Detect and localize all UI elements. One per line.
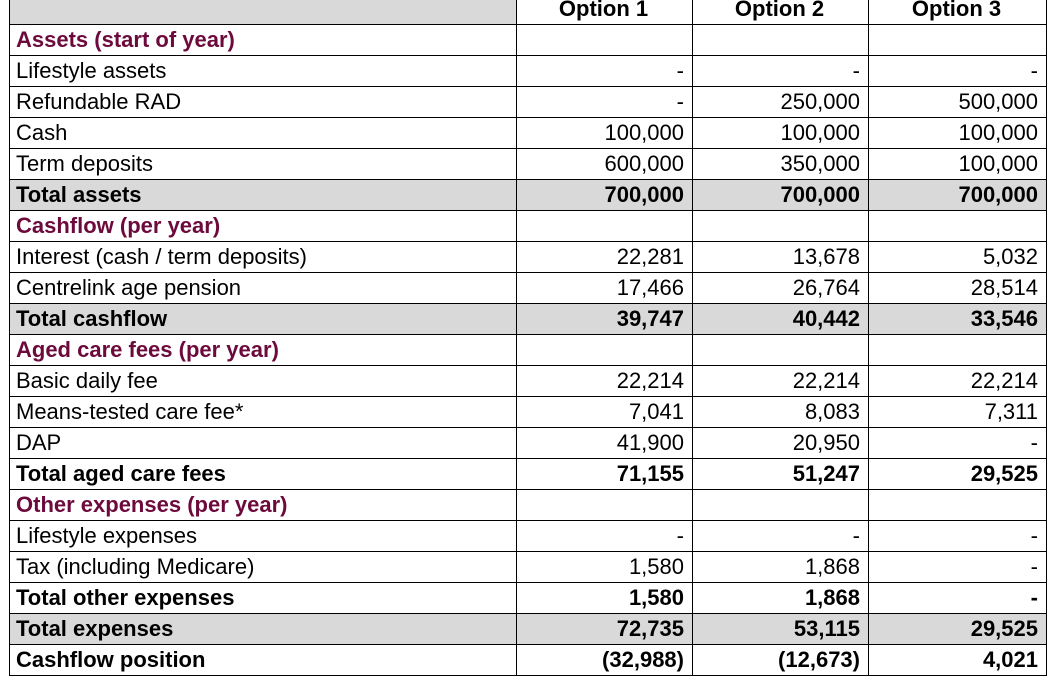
aged-care-comparison-table xyxy=(9,0,1047,676)
option-1-value: 39,747 xyxy=(517,304,693,335)
option-1-value: 600,000 xyxy=(517,149,693,180)
option-1-value: 17,466 xyxy=(517,273,693,304)
option-3-value: 100,000 xyxy=(869,149,1047,180)
option-1-value: 22,281 xyxy=(517,242,693,273)
option-1-value: 1,580 xyxy=(517,552,693,583)
row-label: Cash xyxy=(10,118,517,149)
option-2-value: 20,950 xyxy=(693,428,869,459)
table-row xyxy=(10,242,1047,273)
table-row xyxy=(10,25,1047,56)
option-2-value: 13,678 xyxy=(693,242,869,273)
total-label: Total aged care fees xyxy=(10,459,517,490)
option-3-value: 28,514 xyxy=(869,273,1047,304)
total-label: Cashflow position xyxy=(10,645,517,676)
section-heading: Assets (start of year) xyxy=(10,25,517,56)
option-2-value: 53,115 xyxy=(693,614,869,645)
row-label: DAP xyxy=(10,428,517,459)
option-1-value: 22,214 xyxy=(517,366,693,397)
total-label: Total expenses xyxy=(10,614,517,645)
option-1-value: 1,580 xyxy=(517,583,693,614)
option-3-value xyxy=(869,490,1047,521)
option-2-value xyxy=(693,490,869,521)
option-2-value: - xyxy=(693,56,869,87)
table-header xyxy=(10,0,1047,25)
option-3-value: 5,032 xyxy=(869,242,1047,273)
table-row xyxy=(10,304,1047,335)
option-2-value: 350,000 xyxy=(693,149,869,180)
table-row xyxy=(10,118,1047,149)
row-label: Centrelink age pension xyxy=(10,273,517,304)
option-3-value: - xyxy=(869,521,1047,552)
row-label: Means-tested care fee* xyxy=(10,397,517,428)
option-1-value: - xyxy=(517,87,693,118)
header-option-2: Option 2 xyxy=(693,0,869,25)
option-3-value: - xyxy=(869,428,1047,459)
row-label: Refundable RAD xyxy=(10,87,517,118)
option-2-value: 8,083 xyxy=(693,397,869,428)
table-row xyxy=(10,428,1047,459)
row-label: Lifestyle assets xyxy=(10,56,517,87)
table-row xyxy=(10,335,1047,366)
header-option-1: Option 1 xyxy=(517,0,693,25)
option-2-value: 51,247 xyxy=(693,459,869,490)
row-label: Interest (cash / term deposits) xyxy=(10,242,517,273)
option-2-value: 26,764 xyxy=(693,273,869,304)
section-heading: Other expenses (per year) xyxy=(10,490,517,521)
table-row xyxy=(10,366,1047,397)
option-3-value: 500,000 xyxy=(869,87,1047,118)
option-3-value: 22,214 xyxy=(869,366,1047,397)
option-2-value: 250,000 xyxy=(693,87,869,118)
option-3-value: 100,000 xyxy=(869,118,1047,149)
option-1-value: 41,900 xyxy=(517,428,693,459)
section-heading: Cashflow (per year) xyxy=(10,211,517,242)
option-3-value: 29,525 xyxy=(869,459,1047,490)
option-2-value: 1,868 xyxy=(693,552,869,583)
option-1-value: 100,000 xyxy=(517,118,693,149)
option-2-value: 22,214 xyxy=(693,366,869,397)
option-1-value xyxy=(517,25,693,56)
option-1-value: - xyxy=(517,521,693,552)
row-label: Basic daily fee xyxy=(10,366,517,397)
option-2-value xyxy=(693,25,869,56)
table-row xyxy=(10,490,1047,521)
header-row xyxy=(10,0,1047,25)
option-3-value: 29,525 xyxy=(869,614,1047,645)
option-1-value: 71,155 xyxy=(517,459,693,490)
table-row xyxy=(10,459,1047,490)
option-2-value: 1,868 xyxy=(693,583,869,614)
option-1-value xyxy=(517,335,693,366)
option-3-value xyxy=(869,335,1047,366)
option-3-value: 33,546 xyxy=(869,304,1047,335)
row-label: Term deposits xyxy=(10,149,517,180)
option-1-value xyxy=(517,490,693,521)
option-3-value: 4,021 xyxy=(869,645,1047,676)
option-2-value: 100,000 xyxy=(693,118,869,149)
total-label: Total cashflow xyxy=(10,304,517,335)
table-row xyxy=(10,645,1047,676)
option-2-value: (12,673) xyxy=(693,645,869,676)
option-1-value: - xyxy=(517,56,693,87)
option-1-value xyxy=(517,211,693,242)
option-3-value xyxy=(869,211,1047,242)
option-3-value xyxy=(869,25,1047,56)
total-label: Total assets xyxy=(10,180,517,211)
table-row xyxy=(10,56,1047,87)
table-row xyxy=(10,614,1047,645)
option-3-value: - xyxy=(869,56,1047,87)
option-2-value: 700,000 xyxy=(693,180,869,211)
option-1-value: 7,041 xyxy=(517,397,693,428)
table-row xyxy=(10,211,1047,242)
header-blank-cell xyxy=(10,0,517,25)
row-label: Tax (including Medicare) xyxy=(10,552,517,583)
table-row xyxy=(10,87,1047,118)
section-heading: Aged care fees (per year) xyxy=(10,335,517,366)
table-row xyxy=(10,149,1047,180)
option-3-value: - xyxy=(869,583,1047,614)
total-label: Total other expenses xyxy=(10,583,517,614)
option-3-value: 7,311 xyxy=(869,397,1047,428)
option-2-value xyxy=(693,335,869,366)
option-2-value: 40,442 xyxy=(693,304,869,335)
option-2-value: - xyxy=(693,521,869,552)
header-option-3: Option 3 xyxy=(869,0,1047,25)
option-1-value: 72,735 xyxy=(517,614,693,645)
table-row xyxy=(10,552,1047,583)
table-row xyxy=(10,397,1047,428)
option-2-value xyxy=(693,211,869,242)
table-row xyxy=(10,583,1047,614)
option-3-value: - xyxy=(869,552,1047,583)
row-label: Lifestyle expenses xyxy=(10,521,517,552)
option-3-value: 700,000 xyxy=(869,180,1047,211)
table-row xyxy=(10,180,1047,211)
table-row xyxy=(10,521,1047,552)
option-1-value: 700,000 xyxy=(517,180,693,211)
table-body xyxy=(10,25,1047,676)
option-1-value: (32,988) xyxy=(517,645,693,676)
table-row xyxy=(10,273,1047,304)
